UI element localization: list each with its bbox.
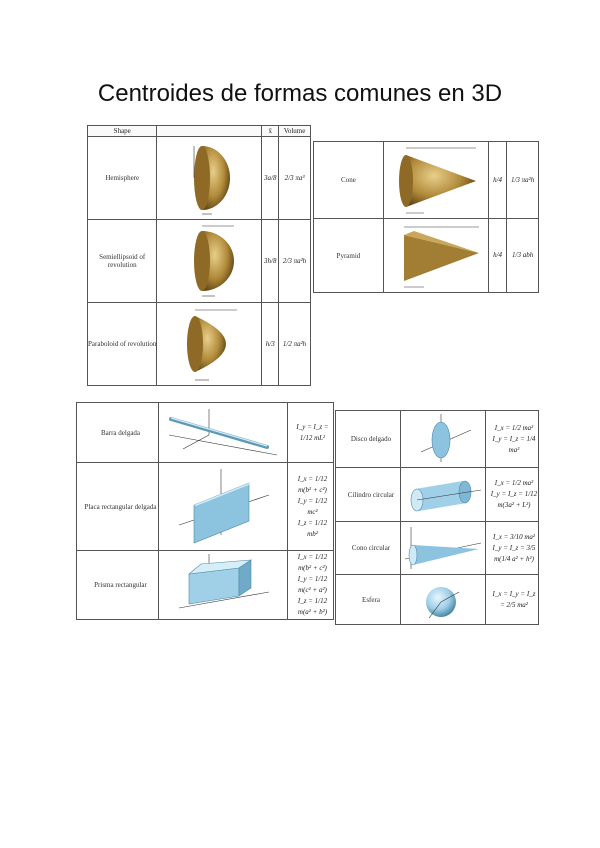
hemisphere-figure bbox=[157, 137, 262, 220]
volume-value: 2/3 πa²h bbox=[279, 220, 311, 303]
xbar-value: 3h/8 bbox=[262, 220, 279, 303]
table-row bbox=[77, 403, 334, 463]
shape-name: Semiellipsoid of revolution bbox=[88, 220, 157, 303]
xbar-value: h/4 bbox=[488, 142, 506, 219]
table-row bbox=[336, 468, 539, 522]
table-row bbox=[336, 575, 539, 625]
inertia-formula: I_x = 3/10 ma² I_y = I_z = 3/5 m(1/4 a² + h²) bbox=[486, 522, 539, 575]
body-name: Cilindro circular bbox=[336, 468, 401, 522]
table-row bbox=[336, 411, 539, 468]
volume-value: 1/2 πa²h bbox=[279, 303, 311, 386]
paraboloid-figure bbox=[157, 303, 262, 386]
table-row bbox=[77, 551, 334, 620]
centroid-table-left bbox=[87, 125, 311, 386]
shape-name: Hemisphere bbox=[88, 137, 157, 220]
header-volume: Volume bbox=[279, 126, 311, 137]
volume-value: 1/3 πa²h bbox=[507, 142, 539, 219]
volume-value: 2/3 πa³ bbox=[279, 137, 311, 220]
table-row bbox=[88, 137, 311, 220]
inertia-table-left bbox=[76, 402, 334, 620]
xbar-value: h/3 bbox=[262, 303, 279, 386]
rectangular-prism-figure bbox=[159, 551, 288, 620]
table-row bbox=[77, 463, 334, 551]
sphere-figure bbox=[401, 575, 486, 625]
table-row bbox=[336, 522, 539, 575]
semiellipsoid-figure bbox=[157, 220, 262, 303]
thin-plate-figure bbox=[159, 463, 288, 551]
xbar-value: h/4 bbox=[488, 219, 506, 293]
centroid-table-right bbox=[313, 141, 539, 293]
shape-name: Paraboloid of revolution bbox=[88, 303, 157, 386]
body-name: Prisma rectangular bbox=[77, 551, 159, 620]
table-row bbox=[314, 219, 539, 293]
thin-disk-figure bbox=[401, 411, 486, 468]
slender-rod-figure bbox=[159, 403, 288, 463]
header-figure bbox=[157, 126, 262, 137]
inertia-formula: I_y = I_z = 1/12 mL² bbox=[288, 403, 334, 463]
body-name: Cono circular bbox=[336, 522, 401, 575]
table-row bbox=[314, 142, 539, 219]
shape-name: Pyramid bbox=[314, 219, 384, 293]
volume-value: 1/3 abh bbox=[507, 219, 539, 293]
cylinder-figure bbox=[401, 468, 486, 522]
body-name: Esfera bbox=[336, 575, 401, 625]
shape-name: Cone bbox=[314, 142, 384, 219]
inertia-formula: I_x = 1/12 m(b² + c²) I_y = 1/12 mc² I_z = 1/12 mb² bbox=[288, 463, 334, 551]
body-name: Placa rectangular delgada bbox=[77, 463, 159, 551]
page-title: Centroides de formas comunes en 3D bbox=[97, 80, 503, 107]
header-shape: Shape bbox=[88, 126, 157, 137]
inertia-table-right bbox=[335, 410, 539, 625]
header-xbar: x̄ bbox=[262, 126, 279, 137]
table-row bbox=[88, 220, 311, 303]
pyramid-figure bbox=[383, 219, 488, 293]
circular-cone-figure bbox=[401, 522, 486, 575]
inertia-formula: I_x = I_y = I_z = 2/5 ma² bbox=[486, 575, 539, 625]
body-name: Barra delgada bbox=[77, 403, 159, 463]
inertia-formula: I_x = 1/2 ma² I_y = I_z = 1/12 m(3a² + L²) bbox=[486, 468, 539, 522]
cone-figure bbox=[383, 142, 488, 219]
inertia-formula: I_x = 1/12 m(b² + c²) I_y = 1/12 m(c² + a²) I_z = 1/12 m(a² + b²) bbox=[288, 551, 334, 620]
inertia-formula: I_x = 1/2 ma² I_y = I_z = 1/4 ma² bbox=[486, 411, 539, 468]
xbar-value: 3a/8 bbox=[262, 137, 279, 220]
table-row bbox=[88, 303, 311, 386]
body-name: Disco delgado bbox=[336, 411, 401, 468]
